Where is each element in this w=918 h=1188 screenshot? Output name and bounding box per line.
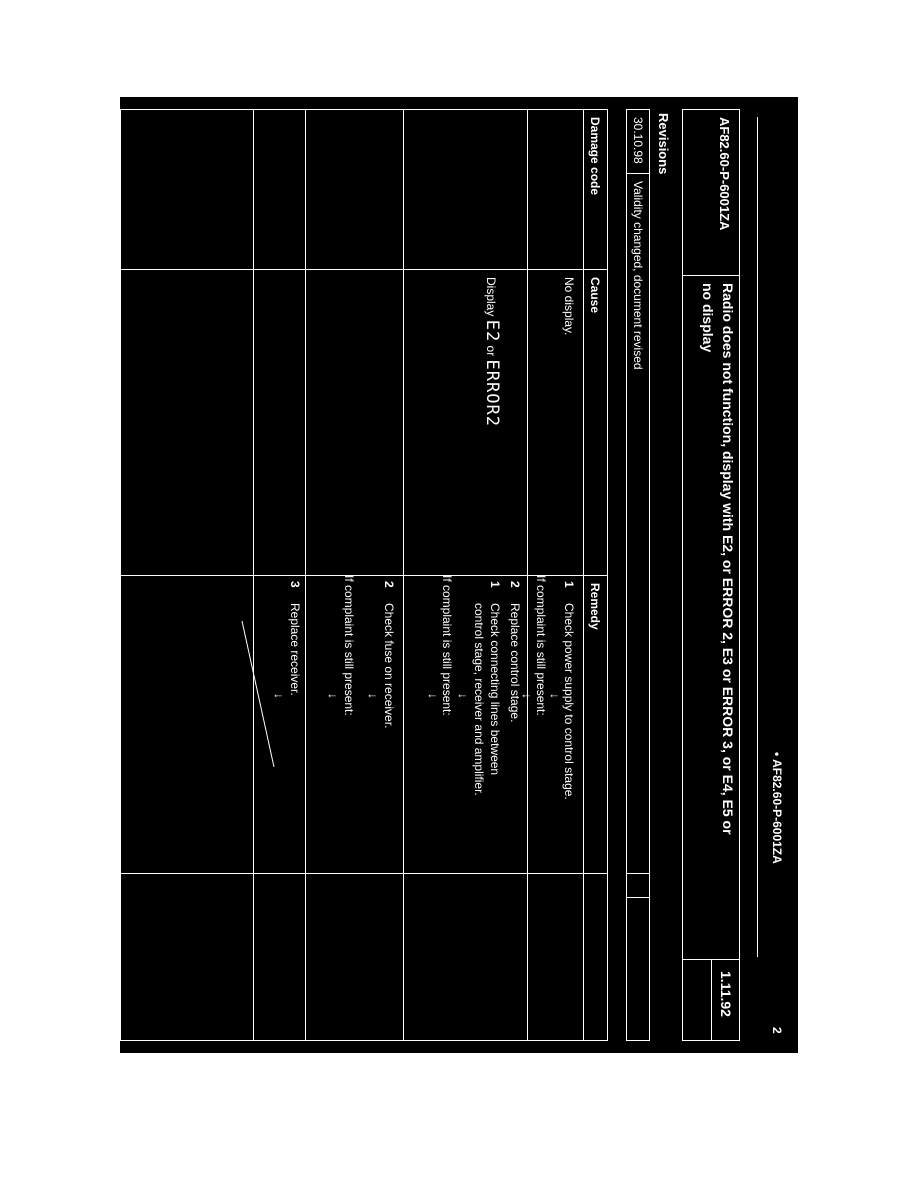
- header-page-number: 2: [770, 1027, 784, 1034]
- header-damage-code: Damage code: [588, 117, 602, 196]
- row2-arrow4: ↓: [326, 693, 340, 699]
- scan-artifact-line: [238, 617, 278, 777]
- header-doc-ref: • AF82.60-P-6001ZA: [770, 752, 784, 864]
- row2-arrow3: ↓: [366, 693, 380, 699]
- row1-rule: [527, 109, 528, 1041]
- header-row-rule: [583, 109, 584, 1041]
- row1-step2-num: 2: [508, 581, 522, 588]
- revisions-divider-3: [626, 897, 650, 898]
- doc-title-line1: Radio does not function, display with E2, or ERROR 2, E3 or ERROR 3, or E4, E5 or: [720, 283, 736, 835]
- row2-complaint2: If complaint is still present:: [342, 575, 356, 716]
- row2-step1-line1: Check connecting lines between: [488, 603, 502, 776]
- header-remedy: Remedy: [588, 583, 602, 630]
- doc-date: 1.11.92: [718, 971, 734, 1017]
- row2-arrow1: ↓: [456, 693, 470, 699]
- title-divider-left: [682, 275, 740, 276]
- revisions-divider: [626, 173, 650, 174]
- col-divider-1: [120, 269, 608, 270]
- row2-step1-line2: control stage, receiver and amplifier.: [472, 603, 486, 796]
- scanned-page: [120, 97, 798, 1053]
- row2-arrow2: ↓: [426, 693, 440, 699]
- row1-complaint: If complaint is still present:: [534, 575, 548, 716]
- row1-step1-text: Check power supply to control stage.: [562, 603, 576, 800]
- header-cause: Cause: [588, 277, 602, 314]
- revision-date: 30.10.98: [631, 117, 645, 164]
- row1-arrow1: ↓: [548, 693, 562, 699]
- doc-title-line2: no display: [700, 283, 716, 353]
- row1-step2-text: Replace control stage.: [508, 603, 522, 723]
- title-mid-rule: [711, 959, 712, 1041]
- row2-cause-prefix: Display: [484, 277, 498, 317]
- row1-arrow2: ↓: [520, 693, 534, 699]
- row2-step2-num: 2: [382, 581, 396, 588]
- row2-cause-code-a: E2: [482, 319, 502, 343]
- rotated-content: [120, 97, 798, 1053]
- row4-rule: [253, 109, 254, 1041]
- row2-cause-or: or: [484, 345, 498, 357]
- row2-cause: [482, 277, 502, 427]
- row2-cause-code-b: ERROR2: [482, 359, 502, 427]
- row2-complaint1: If complaint is still present:: [440, 575, 454, 716]
- col-divider-3: [120, 873, 608, 874]
- doc-id: AF82.60-P-6001ZA: [717, 117, 732, 231]
- revisions-divider-2: [626, 873, 650, 874]
- revision-text: Validity changed, document revised: [631, 181, 645, 370]
- revisions-heading: Revisions: [656, 113, 671, 175]
- row1-step1-num: 1: [562, 581, 576, 588]
- row2-rule: [403, 109, 404, 1041]
- row2-step1-num: 1: [488, 581, 502, 588]
- header-rule: [757, 117, 758, 957]
- row2-step3-text: Replace receiver.: [288, 603, 302, 696]
- row3-rule: [305, 109, 306, 1041]
- row1-cause: No display.: [562, 277, 576, 336]
- row2-arrow5: ↓: [272, 693, 286, 699]
- row2-step2-text: Check fuse on receiver.: [382, 603, 396, 729]
- row2-step3-num: 3: [288, 581, 302, 588]
